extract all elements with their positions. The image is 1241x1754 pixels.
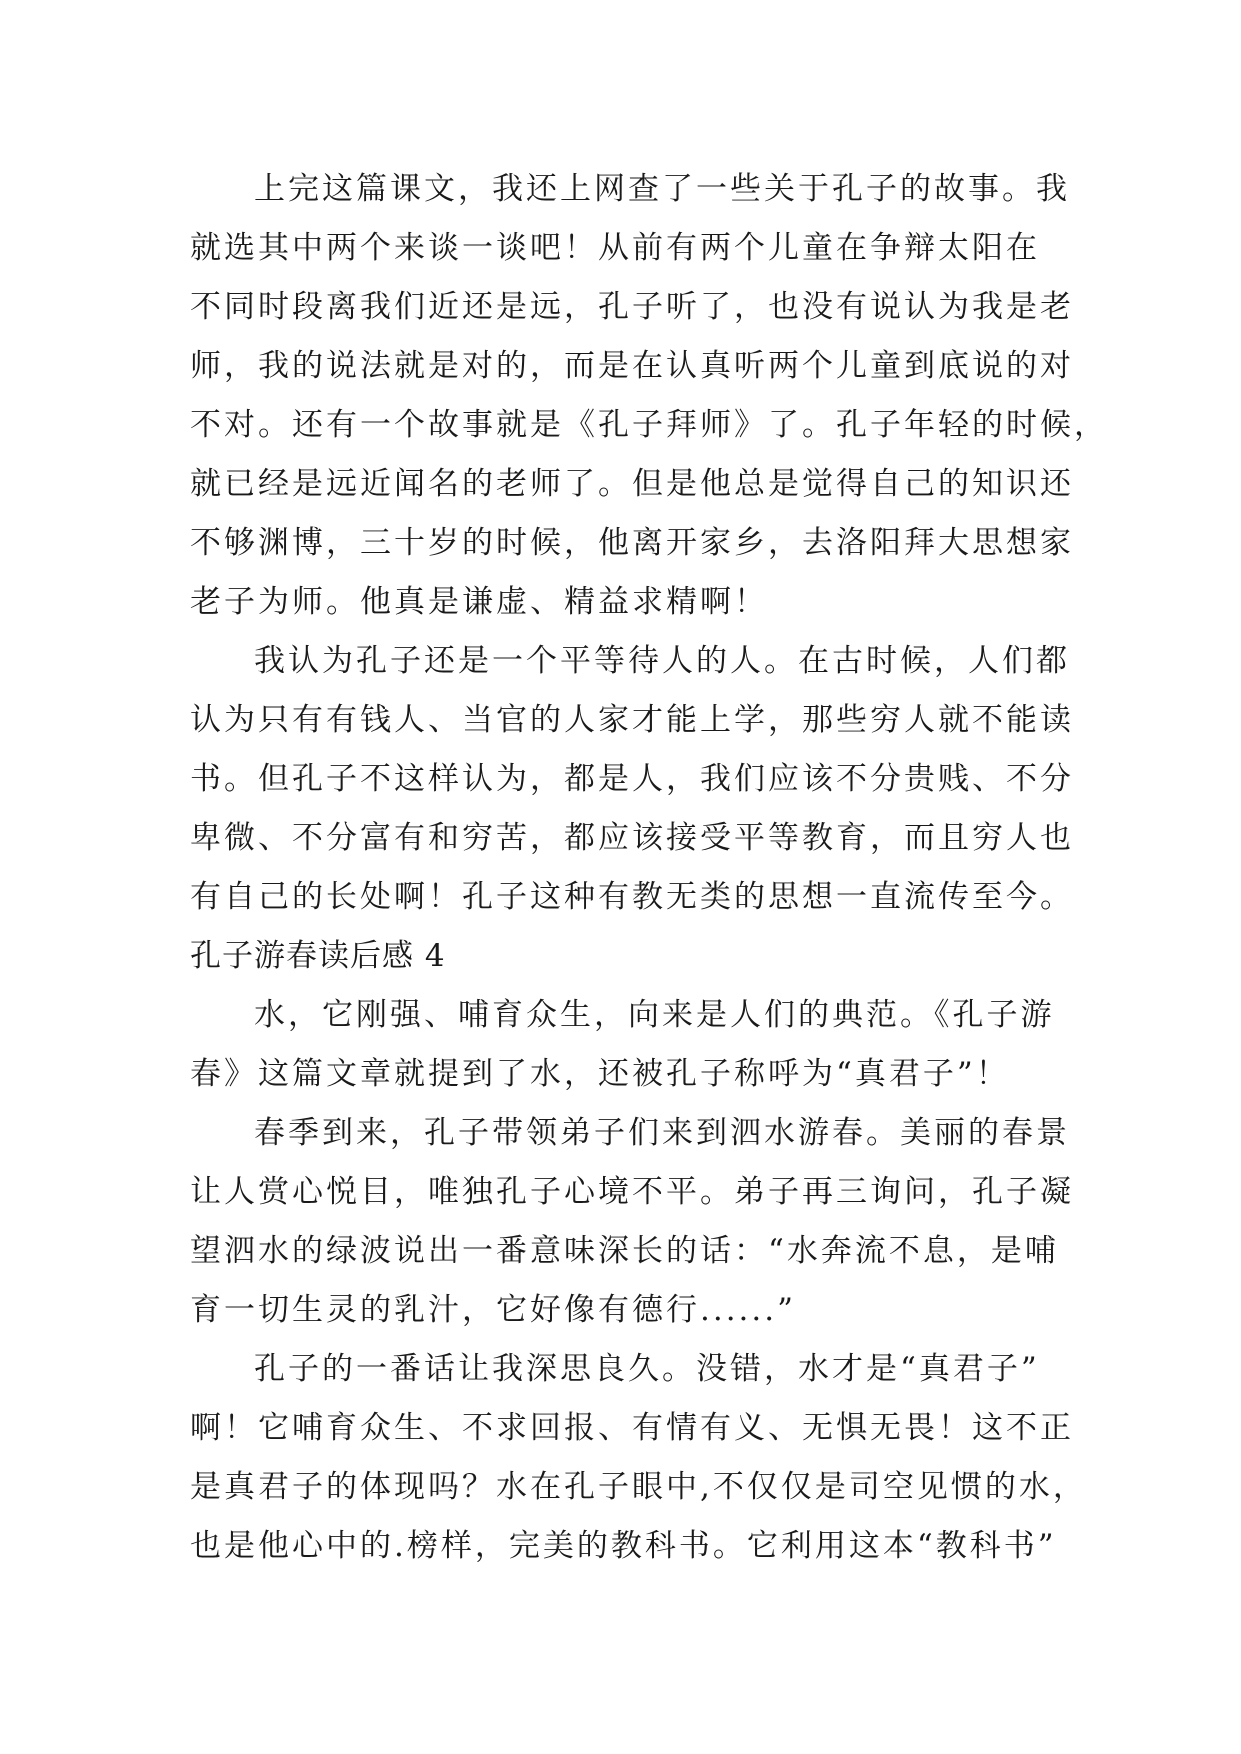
paragraph-line: 春季到来，孔子带领弟子们来到泗水游春。美丽的春景 (254, 1115, 1070, 1151)
paragraph-line: 认为只有有钱人、当官的人家才能上学，那些穷人就不能读 (190, 702, 1074, 738)
paragraph-line: 老子为师。他真是谦虚、精益求精啊！ (190, 584, 768, 620)
paragraph-line: 望泗水的绿波说出一番意味深长的话：“水奔流不息，是哺 (190, 1233, 1059, 1269)
paragraph-line: 有自己的长处啊！孔子这种有教无类的思想一直流传至今。 (190, 879, 1074, 915)
paragraph-line: 就选其中两个来谈一谈吧！从前有两个儿童在争辩太阳在 (190, 230, 1040, 266)
paragraph-line: 就已经是远近闻名的老师了。但是他总是觉得自己的知识还 (190, 466, 1074, 502)
paragraph-line: 师，我的说法就是对的，而是在认真听两个儿童到底说的对 (190, 348, 1074, 384)
paragraph-line: 让人赏心悦目，唯独孔子心境不平。弟子再三询问，孔子凝 (190, 1174, 1074, 1210)
paragraph-line: 也是他心中的.榜样，完美的教科书。它利用这本“教科书” (190, 1528, 1057, 1564)
paragraph-line: 书。但孔子不这样认为，都是人，我们应该不分贵贱、不分 (190, 761, 1074, 797)
paragraph-line: 是真君子的体现吗？水在孔子眼中,不仅仅是司空见惯的水， (190, 1469, 1087, 1505)
paragraph-line: 水，它刚强、哺育众生，向来是人们的典范。《孔子游 (254, 997, 1055, 1033)
paragraph-line: 不同时段离我们近还是远，孔子听了，也没有说认为我是老 (190, 289, 1074, 325)
paragraph-line: 不对。还有一个故事就是《孔子拜师》了。孔子年轻的时候， (190, 407, 1108, 443)
paragraph-line: 上完这篇课文，我还上网查了一些关于孔子的故事。我 (254, 171, 1070, 207)
paragraph-line: 孔子的一番话让我深思良久。没错，水才是“真君子” (254, 1351, 1040, 1387)
document-body (190, 160, 1108, 1576)
paragraph-line: 卑微、不分富有和穷苦，都应该接受平等教育，而且穷人也 (190, 820, 1074, 856)
paragraph-line: 我认为孔子还是一个平等待人的人。在古时候，人们都 (254, 643, 1070, 679)
paragraph-line: 春》这篇文章就提到了水，还被孔子称呼为“真君子”！ (190, 1056, 1010, 1092)
paragraph-line: 育一切生灵的乳汁，它好像有德行......” (190, 1292, 796, 1328)
paragraph-line: 啊！它哺育众生、不求回报、有情有义、无惧无畏！这不正 (190, 1410, 1074, 1446)
paragraph-line: 不够渊博，三十岁的时候，他离开家乡，去洛阳拜大思想家 (190, 525, 1074, 561)
section-heading: 孔子游春读后感 4 (190, 938, 446, 974)
